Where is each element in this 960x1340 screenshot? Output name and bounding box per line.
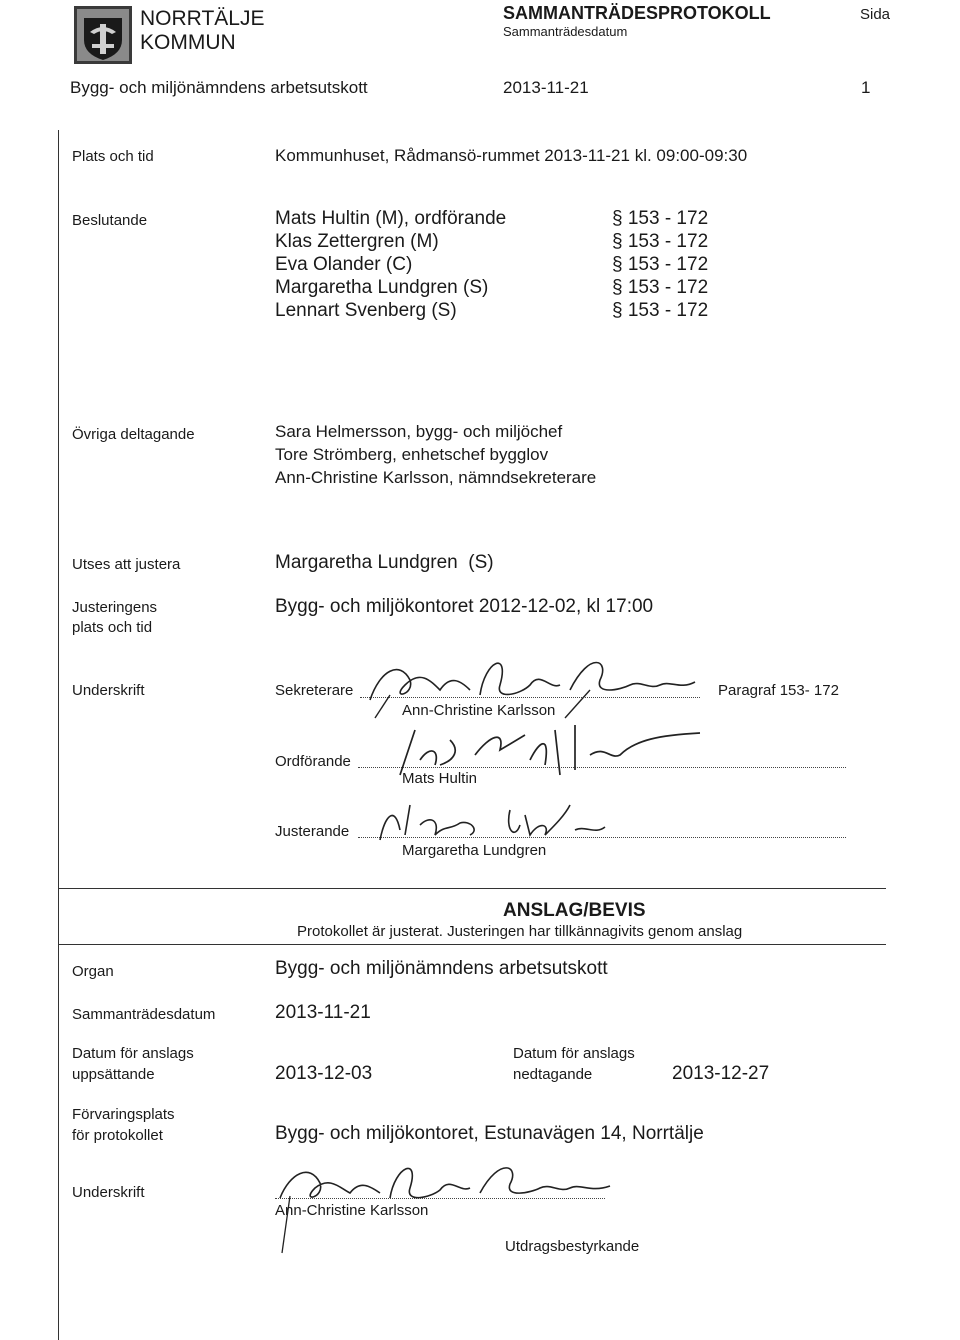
other-participant: Ann-Christine Karlsson, nämndsekreterare xyxy=(275,468,597,487)
member-name: Mats Hultin (M), ordförande xyxy=(275,208,507,229)
certified-label: Utdragsbestyrkande xyxy=(505,1238,640,1255)
removal-label-1: Datum för anslags xyxy=(513,1045,635,1062)
member-paragraphs xyxy=(612,208,708,323)
meeting-date-value: 2013-11-21 xyxy=(275,1002,371,1023)
header-date: 2013-11-21 xyxy=(503,78,589,97)
adjust-place-label-1: Justeringens xyxy=(72,599,158,616)
member-paragraph-range: § 153 - 172 xyxy=(612,208,709,229)
notice-title: ANSLAG/BEVIS xyxy=(503,900,646,921)
notice-text: Protokollet är justerat. Justeringen har tillkännagivits genom anslag xyxy=(297,923,743,940)
storage-value: Bygg- och miljökontoret, Estunavägen 14, Norrtälje xyxy=(275,1123,704,1144)
notice-signature-name: Ann-Christine Karlsson xyxy=(275,1202,429,1219)
posting-label-1: Datum för anslags xyxy=(72,1045,194,1062)
adjuster-sign-label: Justerande xyxy=(275,823,350,840)
storage-label-1: Förvaringsplats xyxy=(72,1106,175,1123)
other-participant: Tore Strömberg, enhetschef bygglov xyxy=(275,445,549,464)
left-margin-rule xyxy=(58,130,59,1340)
posting-label-2: uppsättande xyxy=(72,1066,155,1083)
document-subtitle: Sammanträdesdatum xyxy=(503,24,628,39)
organ-value: Bygg- och miljönämndens arbetsutskott xyxy=(275,958,608,979)
paragraph-label: Paragraf 153- 172 xyxy=(718,682,839,699)
page-number: 1 xyxy=(861,78,871,97)
decision-label: Beslutande xyxy=(72,212,148,229)
secretary-name: Ann-Christine Karlsson xyxy=(402,702,556,719)
document-title: SAMMANTRÄDESPROTOKOLL xyxy=(503,3,771,23)
secretary-label: Sekreterare xyxy=(275,682,354,699)
notice-signature-label: Underskrift xyxy=(72,1184,145,1201)
notice-divider xyxy=(58,888,886,889)
member-name: Margaretha Lundgren (S) xyxy=(275,277,489,298)
adjuster-name: Margaretha Lundgren xyxy=(402,842,547,859)
chair-name: Mats Hultin xyxy=(402,770,478,787)
others-label: Övriga deltagande xyxy=(72,426,195,443)
meeting-date-label: Sammanträdesdatum xyxy=(72,1006,216,1023)
org-name-line1: NORRTÄLJE xyxy=(140,7,265,30)
signature-section-label: Underskrift xyxy=(72,682,145,699)
org-name-line2: KOMMUN xyxy=(140,31,236,54)
organ-label: Organ xyxy=(72,963,114,980)
member-paragraph-range: § 153 - 172 xyxy=(612,231,709,252)
adjust-place-value: Bygg- och miljökontoret 2012-12-02, kl 17:00 xyxy=(275,596,654,617)
place-label: Plats och tid xyxy=(72,148,154,165)
adjuster-label: Utses att justera xyxy=(72,556,181,573)
member-name: Klas Zettergren (M) xyxy=(275,231,439,252)
chair-label: Ordförande xyxy=(275,753,351,770)
municipal-logo xyxy=(74,6,132,64)
page-label: Sida xyxy=(860,6,891,23)
others-list xyxy=(275,422,596,491)
removal-label-2: nedtagande xyxy=(513,1066,593,1083)
other-participant: Sara Helmersson, bygg- och miljöchef xyxy=(275,422,563,441)
notice-rule xyxy=(58,944,886,945)
posting-value: 2013-12-03 xyxy=(275,1063,373,1084)
place-value: Kommunhuset, Rådmansö-rummet 2013-11-21 kl. 09:00-09:30 xyxy=(275,146,748,165)
member-name: Eva Olander (C) xyxy=(275,254,413,275)
adjust-place-label-2: plats och tid xyxy=(72,619,153,636)
member-list xyxy=(275,208,506,323)
removal-value: 2013-12-27 xyxy=(672,1063,770,1084)
storage-label-2: för protokollet xyxy=(72,1127,163,1144)
committee-name: Bygg- och miljönämndens arbetsutskott xyxy=(70,78,368,97)
member-paragraph-range: § 153 - 172 xyxy=(612,254,709,275)
adjuster-value: Margaretha Lundgren (S) xyxy=(275,552,494,573)
member-name: Lennart Svenberg (S) xyxy=(275,300,457,321)
member-paragraph-range: § 153 - 172 xyxy=(612,277,709,298)
member-paragraph-range: § 153 - 172 xyxy=(612,300,709,321)
